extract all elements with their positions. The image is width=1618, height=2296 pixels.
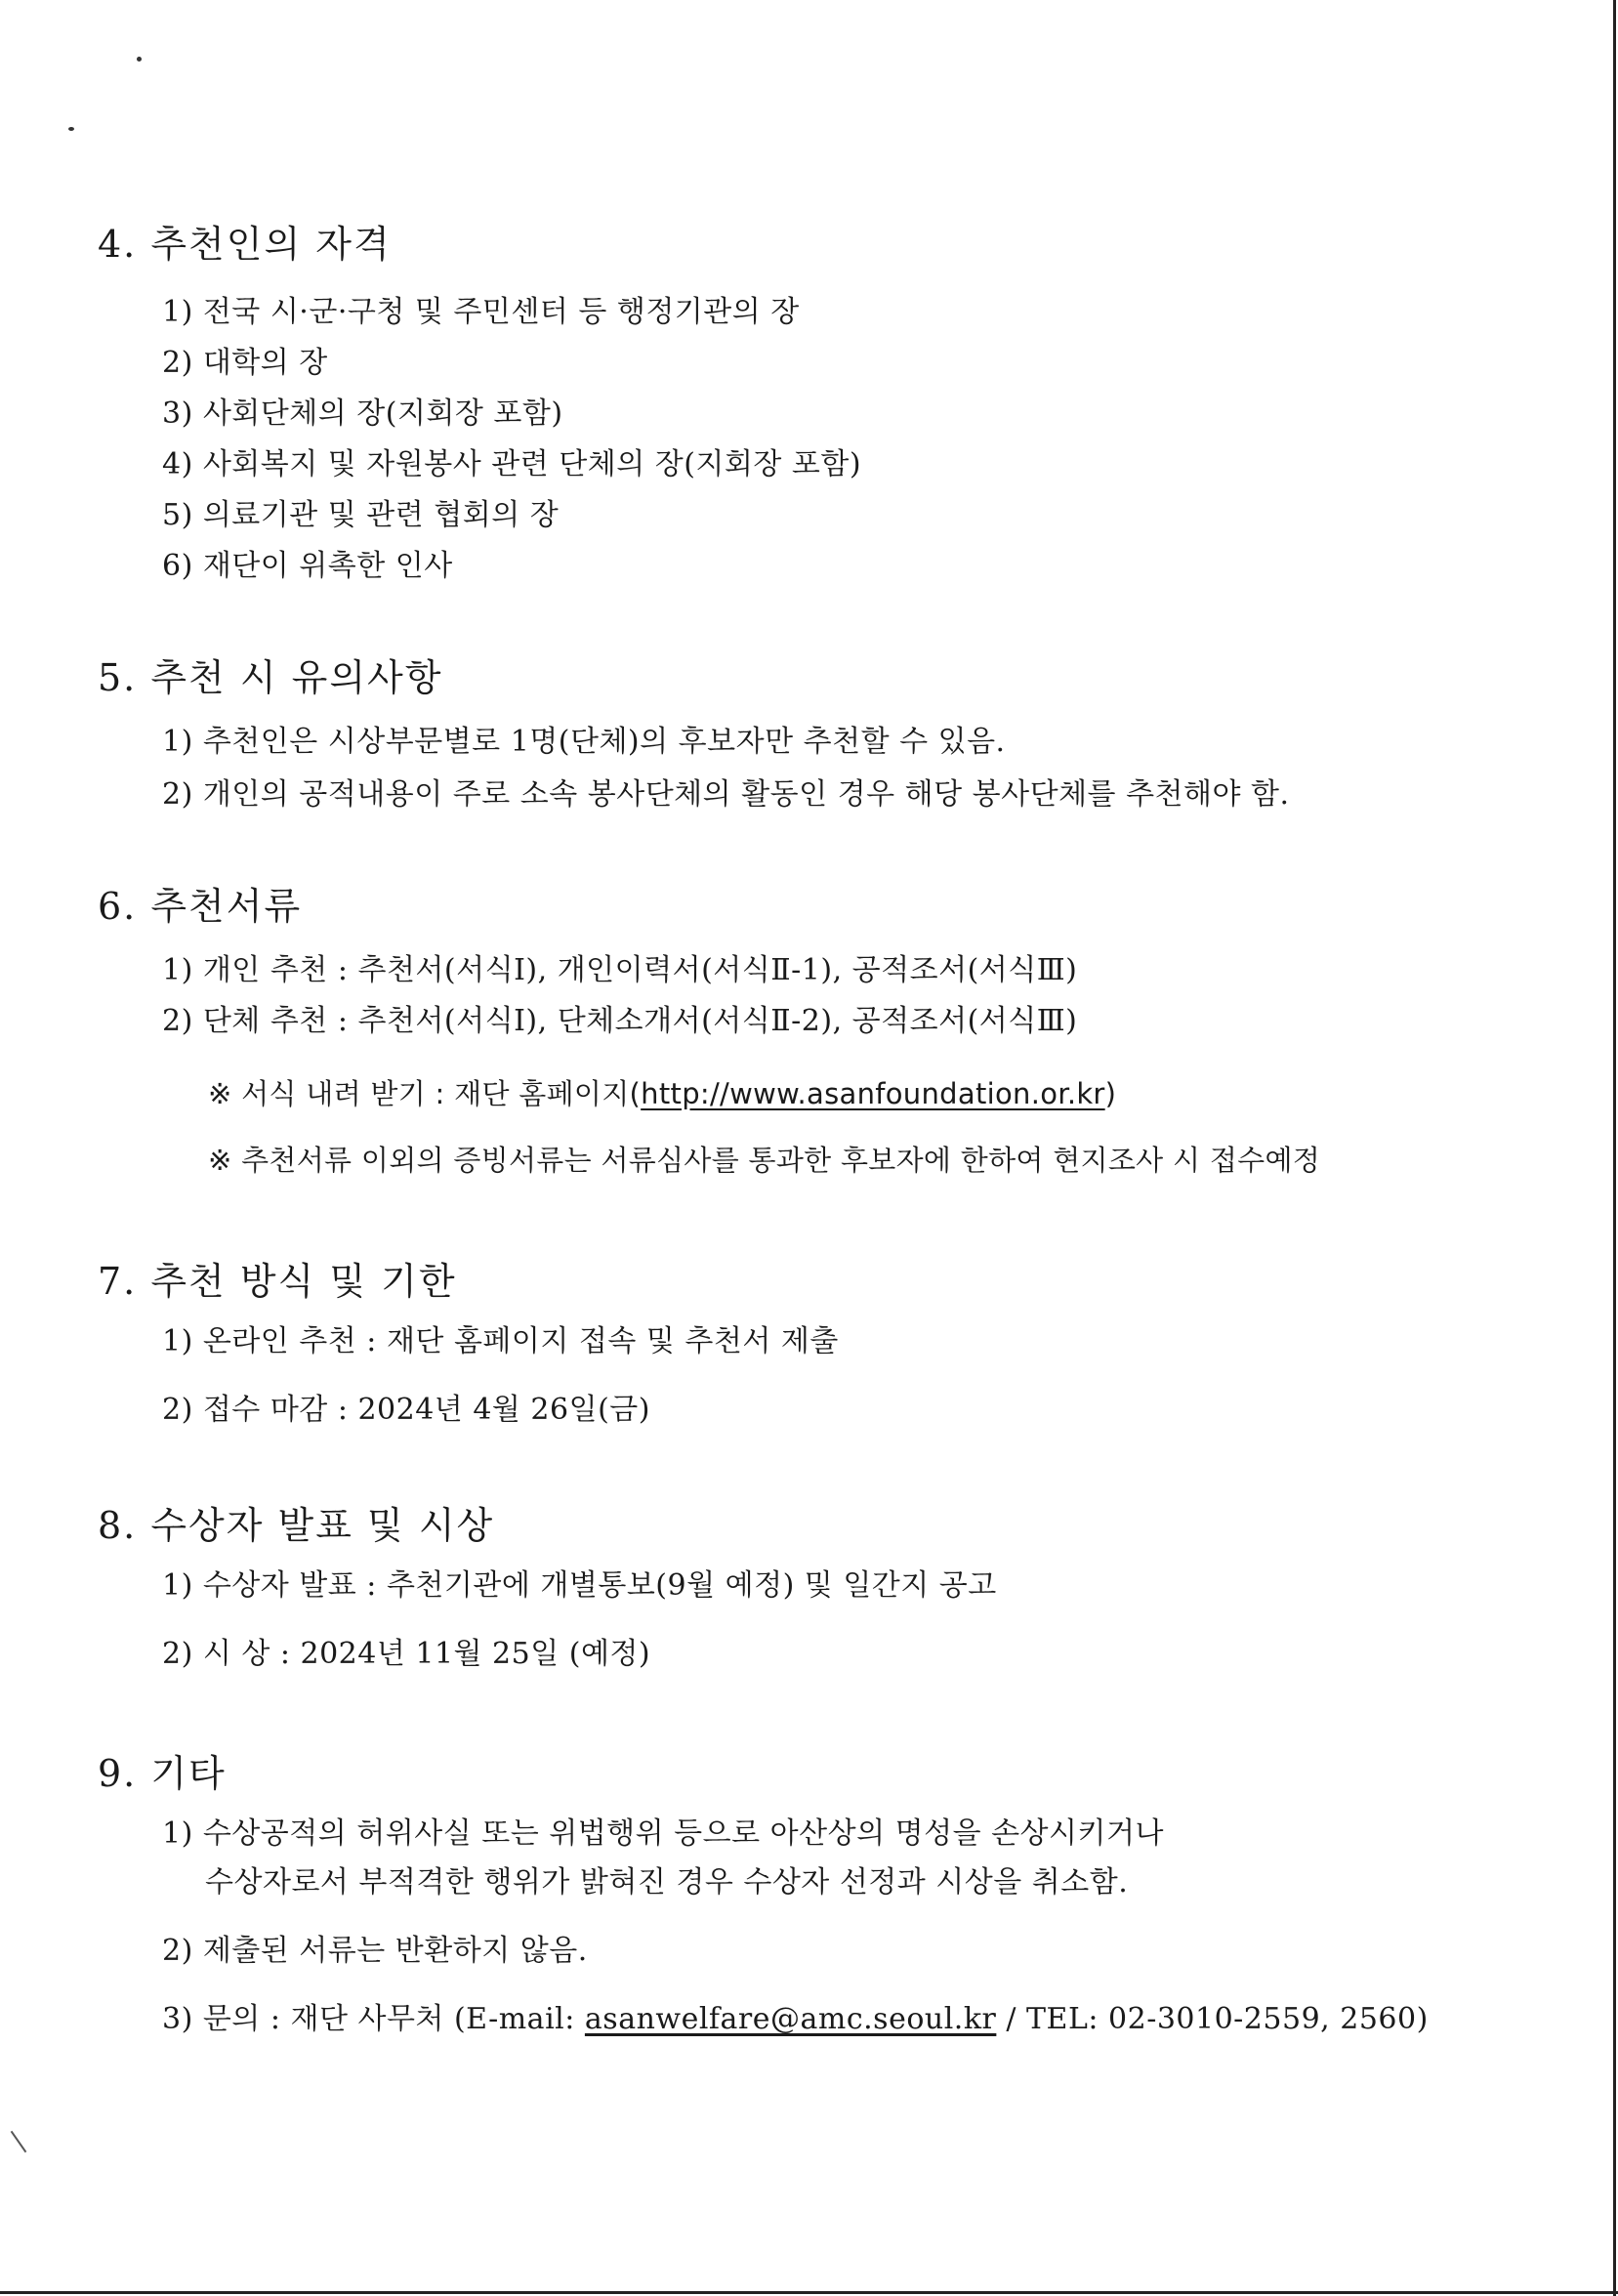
contact-line	[162, 2002, 1429, 2037]
section-title: 6. 추천서류	[98, 885, 303, 928]
list-item: 3) 사회단체의 장(지회장 포함)	[162, 397, 563, 431]
contact-suffix: / TEL: 02-3010-2559, 2560)	[996, 2002, 1429, 2036]
download-note	[208, 1076, 1116, 1111]
list-item: 1) 전국 시·군·구청 및 주민센터 등 행정기관의 장	[162, 295, 800, 329]
section-title: 5. 추천 시 유의사항	[98, 656, 443, 699]
list-item: 2) 제출된 서류는 반환하지 않음.	[162, 1934, 588, 1968]
scan-speck	[68, 127, 74, 131]
section-title: 9. 기타	[98, 1752, 227, 1795]
evidence-note: ※ 추천서류 이외의 증빙서류는 서류심사를 통과한 후보자에 한하여 현지조사 시 접수예정	[208, 1144, 1321, 1177]
list-item: 2) 단체 추천 : 추천서(서식Ⅰ), 단체소개서(서식Ⅱ-2), 공적조서(서식Ⅲ)	[162, 1004, 1078, 1038]
download-note-suffix: )	[1104, 1077, 1117, 1110]
list-item: 1) 추천인은 시상부문별로 1명(단체)의 후보자만 추천할 수 있음.	[162, 725, 1006, 759]
homepage-link[interactable]: http://www.asanfoundation.or.kr	[641, 1077, 1105, 1110]
scan-speck	[137, 57, 142, 62]
download-note-prefix: ※ 서식 내려 받기 : 재단 홈페이지(	[208, 1077, 642, 1110]
list-item-continuation: 수상자로서 부적격한 행위가 밝혀진 경우 수상자 선정과 시상을 취소함.	[205, 1865, 1129, 1899]
list-item: 2) 대학의 장	[162, 346, 328, 380]
list-item: 1) 온라인 추천 : 재단 홈페이지 접속 및 추천서 제출	[162, 1324, 839, 1358]
list-item: 1) 개인 추천 : 추천서(서식Ⅰ), 개인이력서(서식Ⅱ-1), 공적조서(서식Ⅲ)	[162, 953, 1078, 987]
list-item: 1) 수상공적의 허위사실 또는 위법행위 등으로 아산상의 명성을 손상시키거나	[162, 1816, 1164, 1851]
list-item: 6) 재단이 위촉한 인사	[162, 549, 453, 583]
section-title: 7. 추천 방식 및 기한	[98, 1260, 457, 1303]
list-item: 1) 수상자 발표 : 추천기관에 개별통보(9월 예정) 및 일간지 공고	[162, 1568, 997, 1603]
section-title: 8. 수상자 발표 및 시상	[98, 1504, 495, 1547]
list-item: 5) 의료기관 및 관련 협회의 장	[162, 498, 560, 532]
contact-email-link[interactable]: asanwelfare@amc.seoul.kr	[584, 2002, 997, 2036]
page-border-bottom	[0, 2291, 1618, 2294]
list-item: 2) 접수 마감 : 2024년 4월 26일(금)	[162, 1393, 650, 1427]
list-item: 2) 시 상 : 2024년 11월 25일 (예정)	[162, 1637, 651, 1671]
page-border-right	[1613, 0, 1616, 2296]
scan-mark-line	[11, 2131, 27, 2152]
contact-prefix: 3) 문의 : 재단 사무처 (E-mail:	[162, 2002, 585, 2036]
list-item: 2) 개인의 공적내용이 주로 소속 봉사단체의 활동인 경우 해당 봉사단체를 추천해야 함.	[162, 777, 1290, 812]
list-item: 4) 사회복지 및 자원봉사 관련 단체의 장(지회장 포함)	[162, 447, 862, 481]
section-title: 4. 추천인의 자격	[98, 223, 392, 266]
